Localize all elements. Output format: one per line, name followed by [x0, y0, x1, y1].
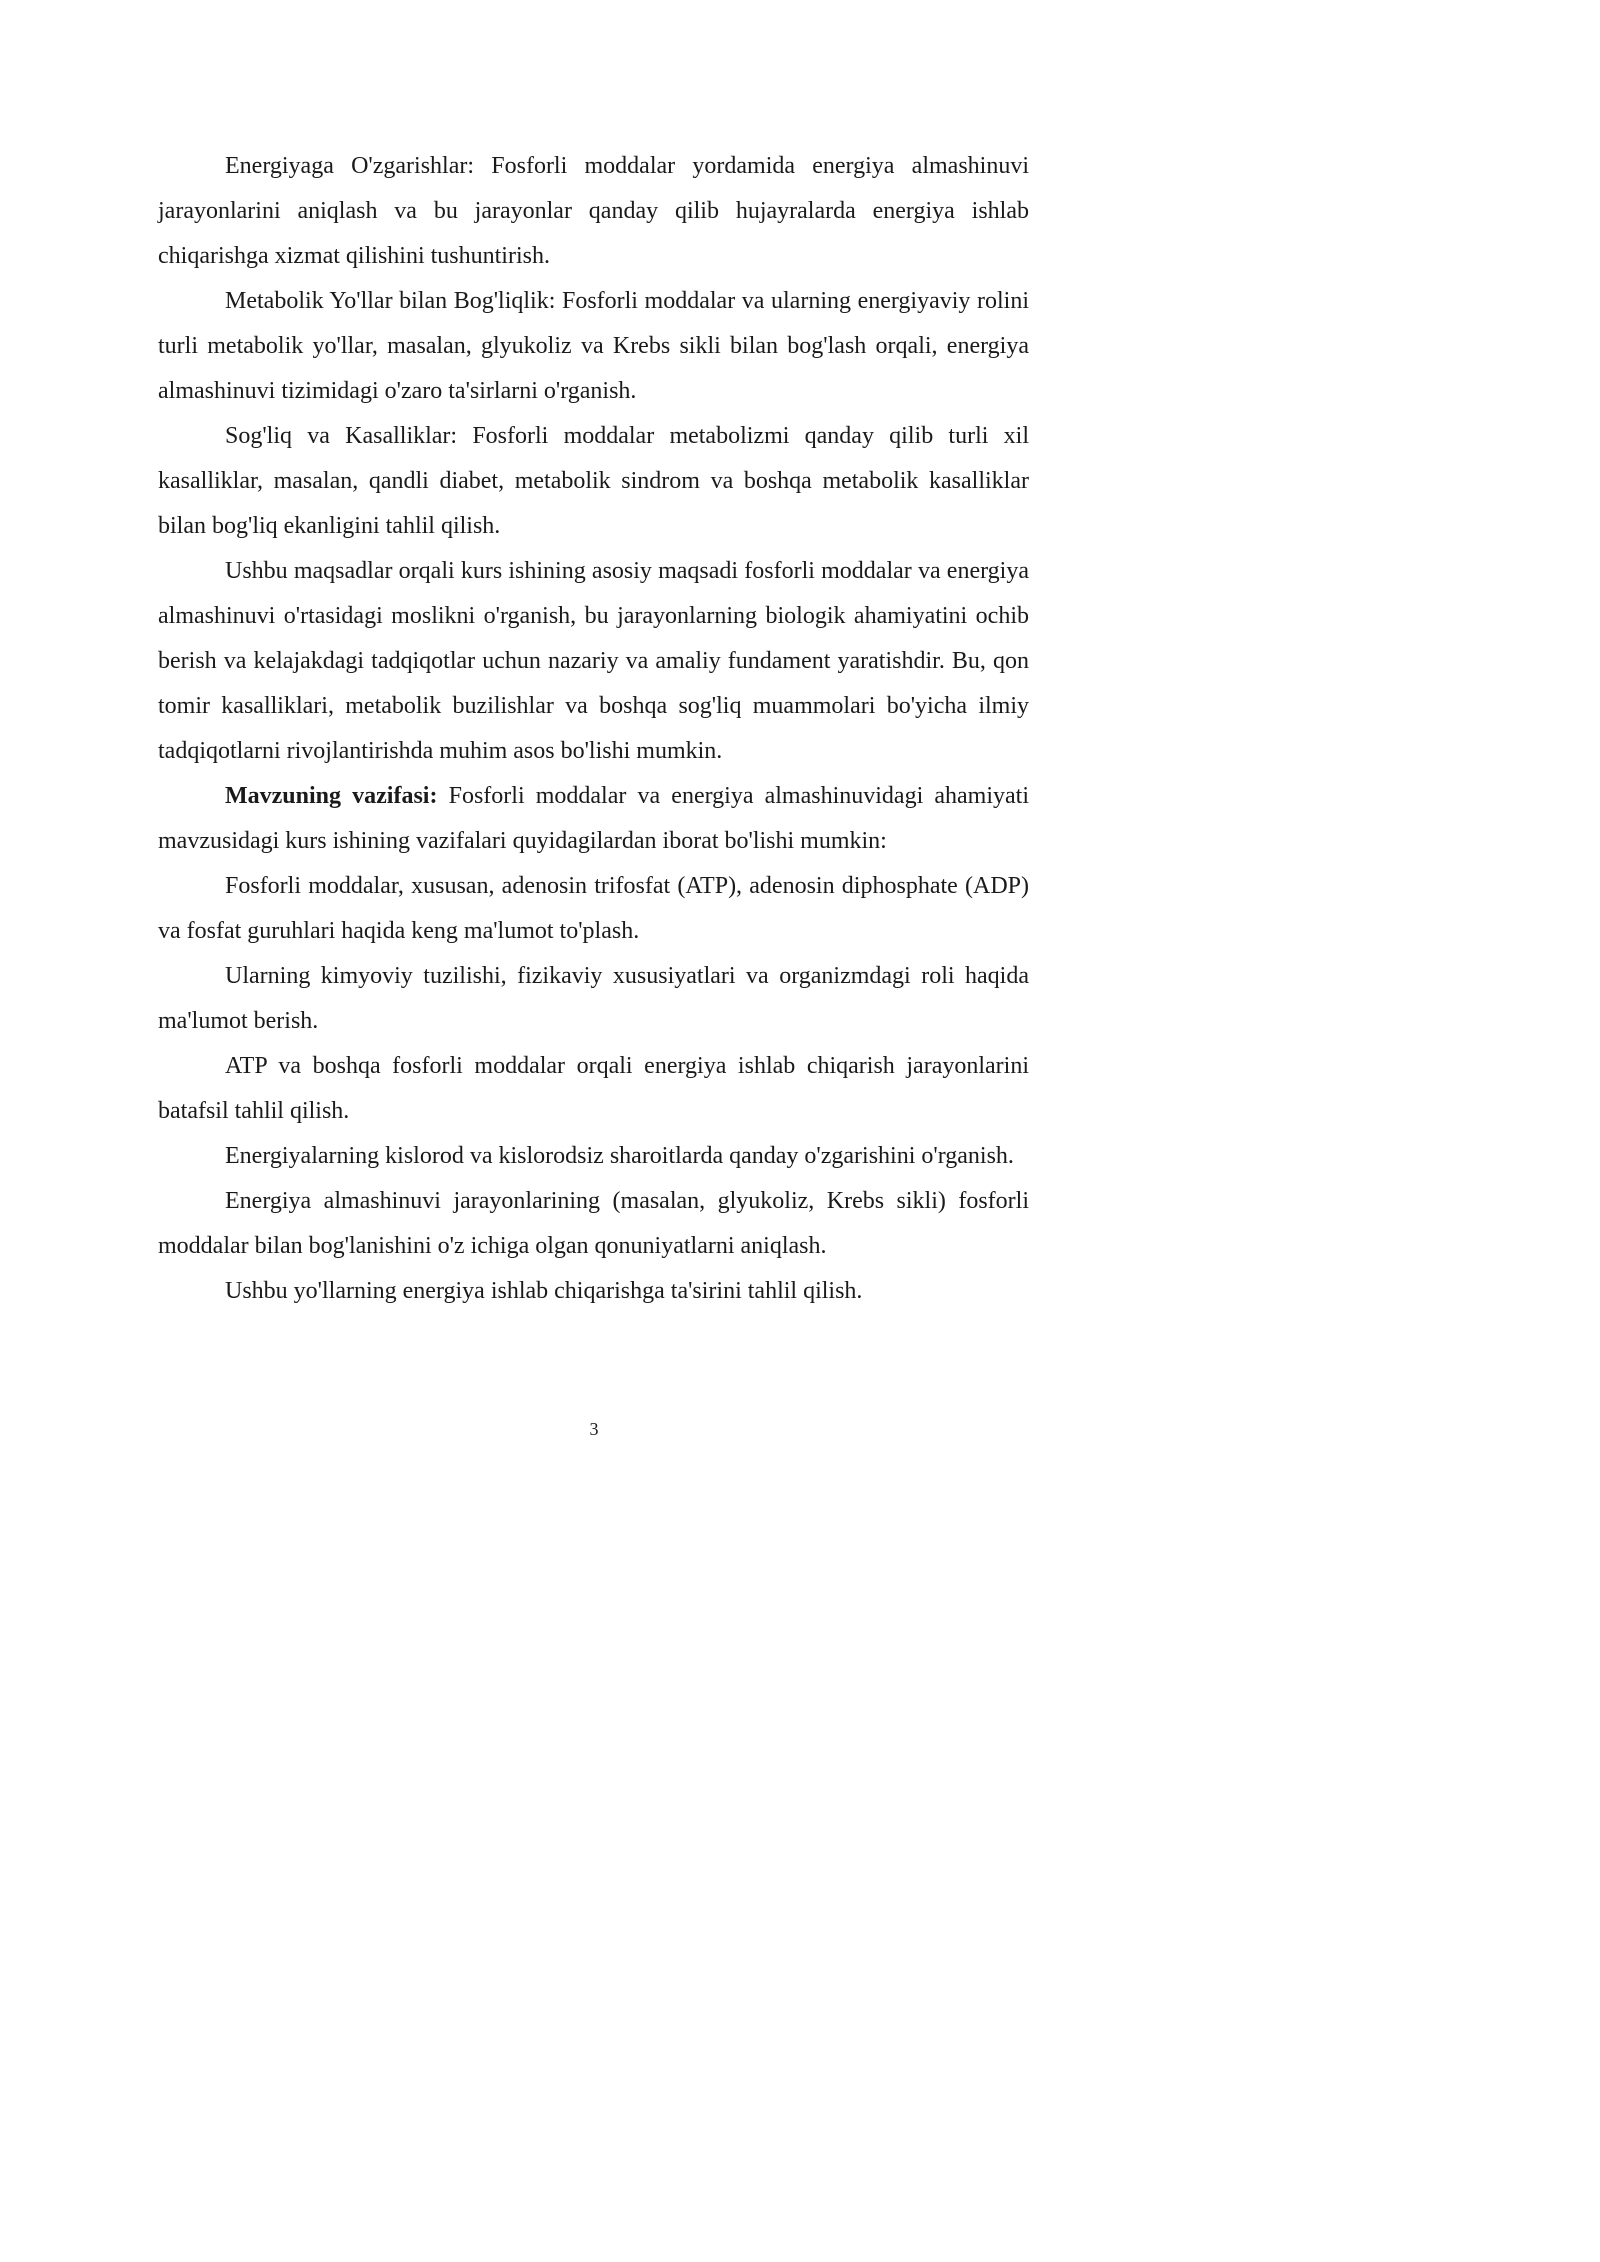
page-number: 3	[589, 1419, 599, 1439]
paragraph-energy-changes: Energiyaga O'zgarishlar: Fosforli moddalar yordamida energiya almashinuvi jarayonlarini aniqlash va bu jarayonlar qanday qilib hujayralarda energiya ishlab chiqarishga xizmat qilishini tushuntirish.	[158, 153, 1029, 269]
task-item-atp-production: ATP va boshqa fosforli moddalar orqali energiya ishlab chiqarish jarayonlarini batafsil tahlil qilish.	[158, 1053, 1029, 1124]
paragraph-health-diseases: Sog'liq va Kasalliklar: Fosforli moddalar metabolizmi qanday qilib turli xil kasalliklar, masalan, qandli diabet, metabolik sindrom va boshqa metabolik kasalliklar bilan bog'liq ekanligini tahlil qilish.	[158, 423, 1029, 539]
task-heading: Mavzuning vazifasi:	[225, 783, 438, 809]
task-item-pathway-impact: Ushbu yo'llarning energiya ishlab chiqarishga ta'sirini tahlil qilish.	[225, 1278, 863, 1304]
paragraph-metabolic-pathways: Metabolik Yo'llar bilan Bog'liqlik: Fosforli moddalar va ularning energiyaviy rolini turli metabolik yo'llar, masalan, glyukoliz va Krebs sikli bilan bog'lash orqali, energiya almashinuvi tizimidagi o'zaro ta'sirlarni o'rganish.	[158, 288, 1029, 404]
task-item-energy-pathways: Energiya almashinuvi jarayonlarining (masalan, glyukoliz, Krebs sikli) fosforli moddalar bilan bog'lanishini o'z ichiga olgan qonuniyatlarni aniqlash.	[158, 1188, 1029, 1259]
task-intro-text: Fosforli moddalar va energiya almashinuvidagi ahamiyati mavzusidagi kurs ishining vazifalari quyidagilardan iborat bo'lishi mumkin:	[158, 783, 1030, 854]
paragraph-task-intro	[158, 774, 1029, 864]
document-page	[0, 0, 1104, 1561]
page-body	[158, 144, 1029, 1314]
task-item-oxygen-conditions: Energiyalarning kislorod va kislorodsiz sharoitlarda qanday o'zgarishini o'rganish.	[225, 1143, 1014, 1169]
task-item-chemical-structure: Ularning kimyoviy tuzilishi, fizikaviy xususiyatlari va organizmdagi roli haqida ma'lumot berish.	[158, 963, 1029, 1034]
task-item-phosphorus-info: Fosforli moddalar, xususan, adenosin trifosfat (ATP), adenosin diphosphate (ADP) va fosfat guruhlari haqida keng ma'lumot to'plash.	[158, 873, 1029, 944]
paragraph-goal-summary: Ushbu maqsadlar orqali kurs ishining asosiy maqsadi fosforli moddalar va energiya almashinuvi o'rtasidagi moslikni o'rganish, bu jarayonlarning biologik ahamiyatini ochib berish va kelajakdagi tadqiqotlar uchun nazariy va amaliy fundament yaratishdir. Bu, qon tomir kasalliklari, metabolik buzilishlar va boshqa sog'liq muammolari bo'yicha ilmiy tadqiqotlarni rivojlantirishda muhim asos bo'lishi mumkin.	[158, 558, 1029, 764]
